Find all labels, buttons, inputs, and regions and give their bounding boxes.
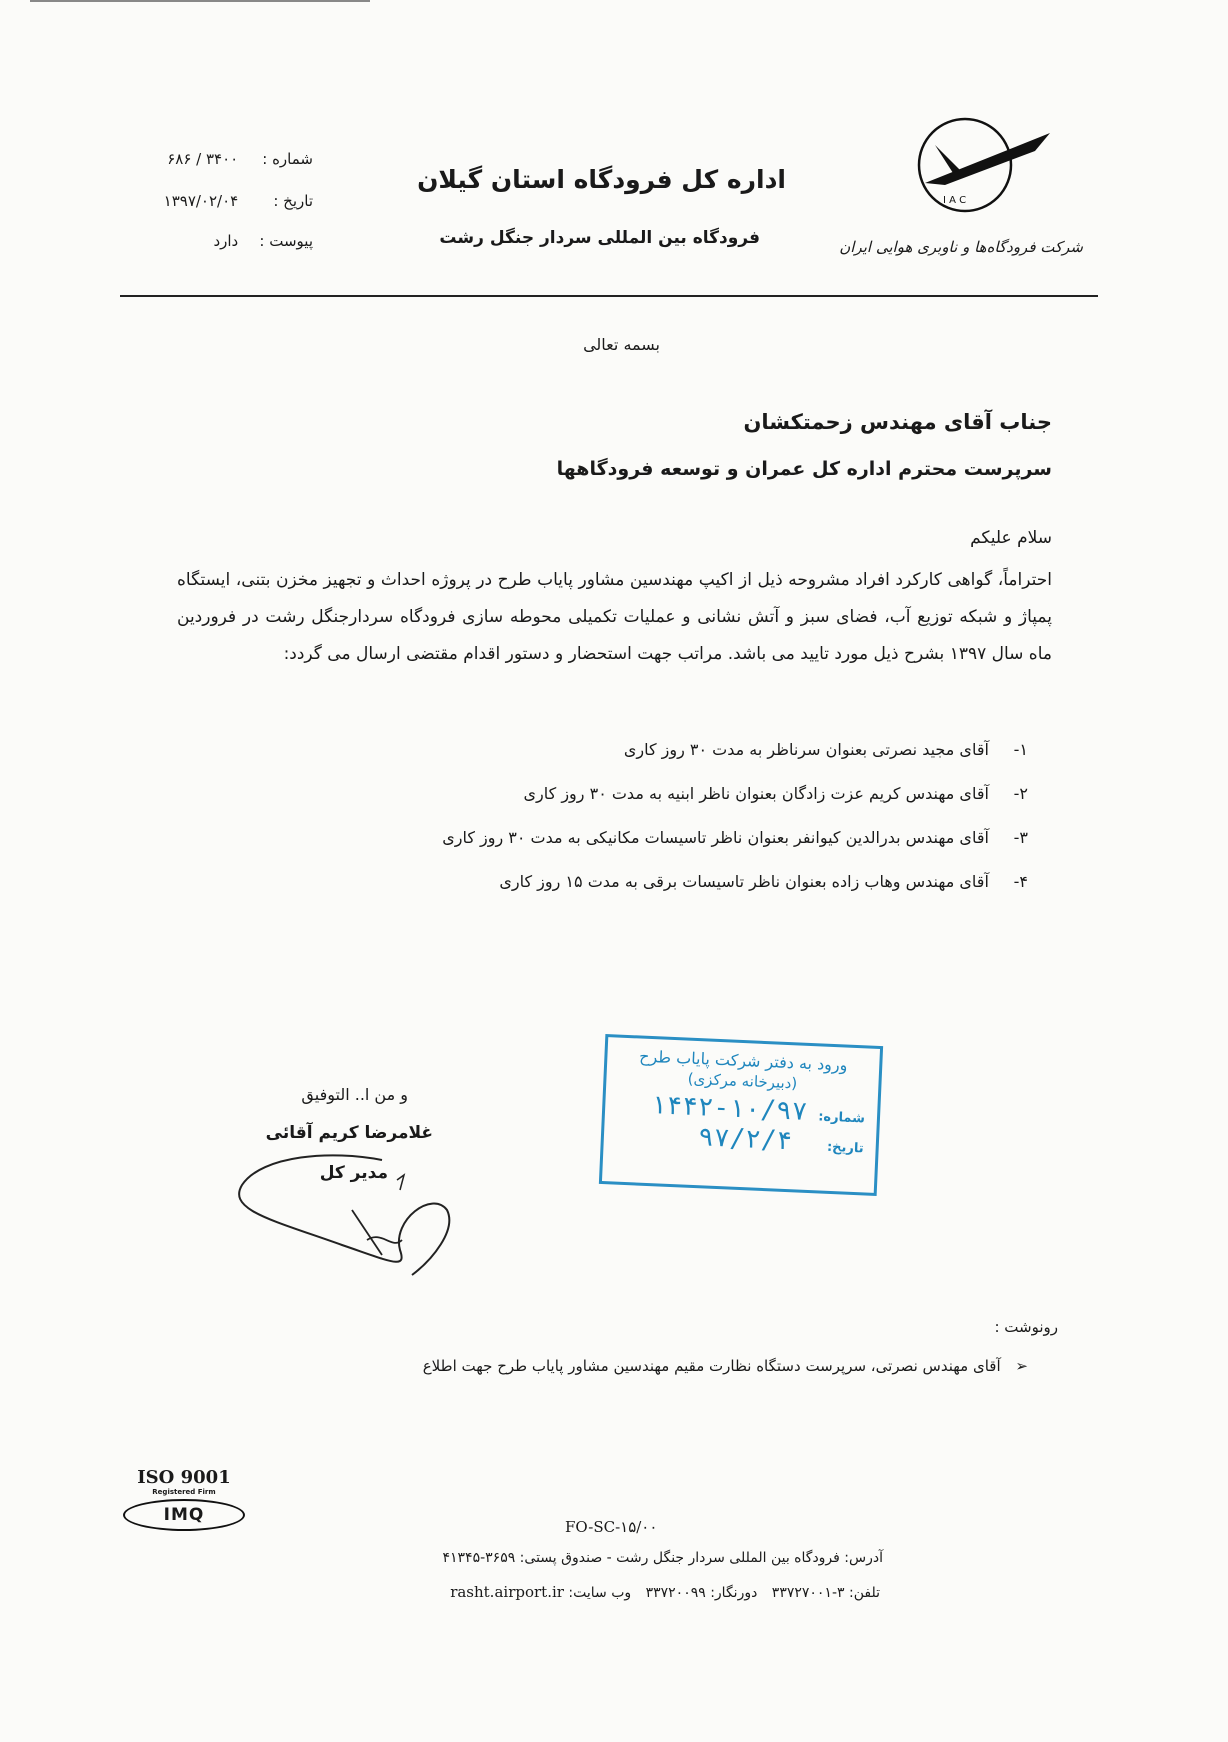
form-code: FO-SC-۱۵/۰۰ xyxy=(565,1518,658,1536)
company-logo xyxy=(905,115,1055,215)
list-item-text: آقای مهندس بدرالدین کیوانفر بعنوان ناظر تاسیسات مکانیکی به مدت ۳۰ روز کاری xyxy=(442,828,989,847)
attachment-label: پیوست : xyxy=(259,232,313,250)
imq-badge xyxy=(123,1499,245,1531)
letter-attachment xyxy=(213,232,313,250)
greeting: سلام علیکم xyxy=(970,528,1052,548)
body-paragraph: احتراماً، گواهی کارکرد افراد مشروحه ذیل از اکیپ مهندسین مشاور پایاب طرح در پروژه احداث و تجهیز مخزن بتنی، ایستگاه پمپاژ و شبکه توزیع آب، فضای سبز و آتش نشانی و عملیات تکمیلی محوطه سازی فرودگاه سردارجنگل رشت در فروردین ماه سال ۱۳۹۷ بشرح ذیل مورد تایید می باشد. مراتب جهت استحضار و دستور اقدام مقتضی ارسال می گردد: xyxy=(177,570,1052,664)
list-item-number: ۴- xyxy=(1013,872,1028,891)
cc-item xyxy=(423,1357,1028,1375)
attachment-value: دارد xyxy=(213,232,239,250)
footer-contacts xyxy=(450,1583,880,1601)
fax-number: ۳۳۷۲۰۰۹۹ xyxy=(645,1585,706,1601)
cc-text: آقای مهندس نصرتی، سرپرست دستگاه نظارت مقیم مهندسین مشاور پایاب طرح جهت اطلاع xyxy=(422,1357,1001,1375)
signatory-title: مدیر کل xyxy=(319,1163,388,1183)
org-subtitle: فرودگاه بین المللی سردار جنگل رشت xyxy=(439,228,760,248)
stamp-line1: ورود به دفتر شرکت پایاب طرح xyxy=(638,1046,848,1075)
list-item xyxy=(624,740,1028,759)
date-label: تاریخ : xyxy=(273,192,313,210)
phone-label: تلفن: xyxy=(849,1585,880,1601)
recipient-name: جناب آقای مهندس زحمتکشان xyxy=(743,410,1052,434)
iso-logo xyxy=(118,1468,250,1531)
recipient-title: سرپرست محترم اداره کل عمران و توسعه فرودگاهها xyxy=(556,458,1052,480)
iso-subtitle: Registered Firm xyxy=(152,1488,216,1496)
stamp-date-label: تاریخ: xyxy=(826,1139,864,1157)
list-item-text: آقای مهندس وهاب زاده بعنوان ناظر تاسیسات برقی به مدت ۱۵ روز کاری xyxy=(499,872,989,891)
phone-number: ۳-۳۳۷۲۷۰۰۱ xyxy=(771,1585,845,1601)
handwritten-signature xyxy=(232,1150,462,1280)
cc-label: رونوشت : xyxy=(994,1318,1058,1336)
closing-phrase: و من ا.. التوفیق xyxy=(301,1085,408,1104)
list-item xyxy=(524,784,1029,803)
stamp-line2: (دبیرخانه مرکزی) xyxy=(687,1069,798,1093)
cc-bullet-icon: ➢ xyxy=(1015,1357,1028,1375)
logo-letters: I A C xyxy=(943,195,967,206)
list-item-text: آقای مهندس کریم عزت زادگان بعنوان ناظر ابنیه به مدت ۳۰ روز کاری xyxy=(523,784,989,803)
stamp-number-label: شماره: xyxy=(817,1109,866,1127)
list-item xyxy=(499,872,1028,891)
number-label: شماره : xyxy=(262,150,313,168)
list-item-number: ۱- xyxy=(1013,740,1028,759)
letter-date xyxy=(164,192,313,210)
list-item-text: آقای مجید نصرتی بعنوان سرناظر به مدت ۳۰ روز کاری xyxy=(623,740,989,759)
org-title: اداره کل فرودگاه استان گیلان xyxy=(417,165,786,194)
list-item xyxy=(442,828,1028,847)
iso-title: ISO 9001 xyxy=(137,1467,231,1488)
date-value: ۱۳۹۷/۰۲/۰۴ xyxy=(163,192,239,210)
list-item-number: ۳- xyxy=(1013,828,1028,847)
letter-number xyxy=(167,150,313,168)
footer-address: آدرس: فرودگاه بین المللی سردار جنگل رشت - صندوق پستی: ۳۶۵۹-۴۱۳۴۵ xyxy=(442,1550,883,1566)
imq-brand: IMQ xyxy=(163,1505,205,1525)
website-link[interactable]: rasht.airport.ir xyxy=(450,1583,564,1601)
scan-edge-line xyxy=(30,0,370,2)
stamp-date-value: ۹۷/۲/۴ xyxy=(697,1122,793,1157)
header-divider xyxy=(120,295,1098,297)
company-name: شرکت فرودگاه‌ها و ناوبری هوایی ایران xyxy=(839,238,1083,256)
number-value: ۳۴۰۰ / ۶۸۶ xyxy=(167,150,239,168)
stamp-number-value: ۱۰/۹۷-۱۴۴۲ xyxy=(650,1090,809,1127)
signatory-name: غلامرضا کریم آقائی xyxy=(265,1123,433,1143)
receipt-stamp xyxy=(599,1034,883,1196)
fax-label: دورنگار: xyxy=(710,1585,758,1601)
basmala: بسمه تعالی xyxy=(583,335,660,354)
website-label: وب سایت: xyxy=(568,1585,632,1601)
list-item-number: ۲- xyxy=(1013,784,1028,803)
